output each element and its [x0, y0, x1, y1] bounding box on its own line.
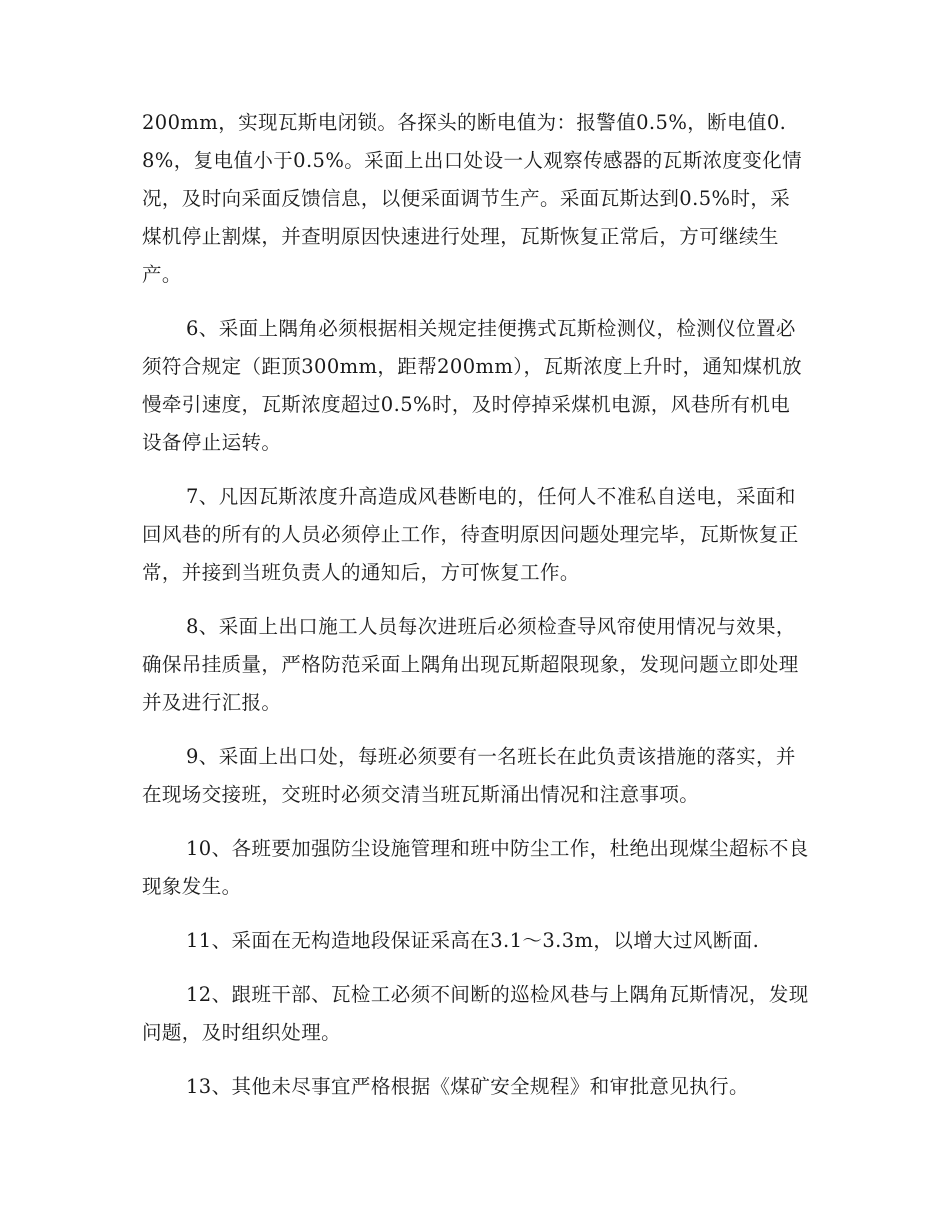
paragraph-item-12: 12、跟班干部、瓦检工必须不间断的巡检风巷与上隅角瓦斯情况，发现问题，及时组织处理。 [142, 983, 809, 1044]
paragraph-item-9: 9、采面上出口处，每班必须要有一名班长在此负责该措施的落实，并在现场交接班，交班时必须交清当班瓦斯涌出情况和注意事项。 [142, 745, 796, 806]
paragraph-item-10: 10、各班要加强防尘设施管理和班中防尘工作，杜绝出现煤尘超标不良现象发生。 [142, 837, 809, 898]
paragraph-item-7: 7、凡因瓦斯浓度升高造成风巷断电的，任何人不准私自送电，采面和回风巷的所有的人员必须停止工作，待查明原因问题处理完毕，瓦斯恢复正常，并接到当班负责人的通知后，方可恢复工作。 [142, 485, 799, 584]
paragraph-item-11: 11、采面在无构造地段保证采高在3.1～3.3m，以增大过风断面. [186, 929, 760, 952]
paragraph-item-13: 13、其他未尽事宜严格根据《煤矿安全规程》和审批意见执行。 [186, 1075, 749, 1098]
document-body [142, 104, 810, 1122]
paragraph-item-8: 8、采面上出口施工人员每次进班后必须检查导风帘使用情况与效果，确保吊挂质量，严格防范采面上隅角出现瓦斯超限现象，发现问题立即处理并及进行汇报。 [142, 615, 799, 714]
paragraph-continuation: 200mm，实现瓦斯电闭锁。各探头的断电值为：报警值0.5%，断电值0.8%，复电值小于0.5%。采面上出口处设一人观察传感器的瓦斯浓度变化情况，及时向采面反馈信息，以便采面调节生产。采面瓦斯达到0.5%时，采煤机停止割煤，并查明原因快速进行处理，瓦斯恢复正常后，方可继续生产。 [142, 111, 802, 286]
paragraph-item-6: 6、采面上隅角必须根据相关规定挂便携式瓦斯检测仪，检测仪位置必须符合规定（距顶300mm，距帮200mm），瓦斯浓度上升时，通知煤机放慢牵引速度，瓦斯浓度超过0.5%时，及时停掉采煤机电源，风巷所有机电设备停止运转。 [142, 317, 803, 454]
